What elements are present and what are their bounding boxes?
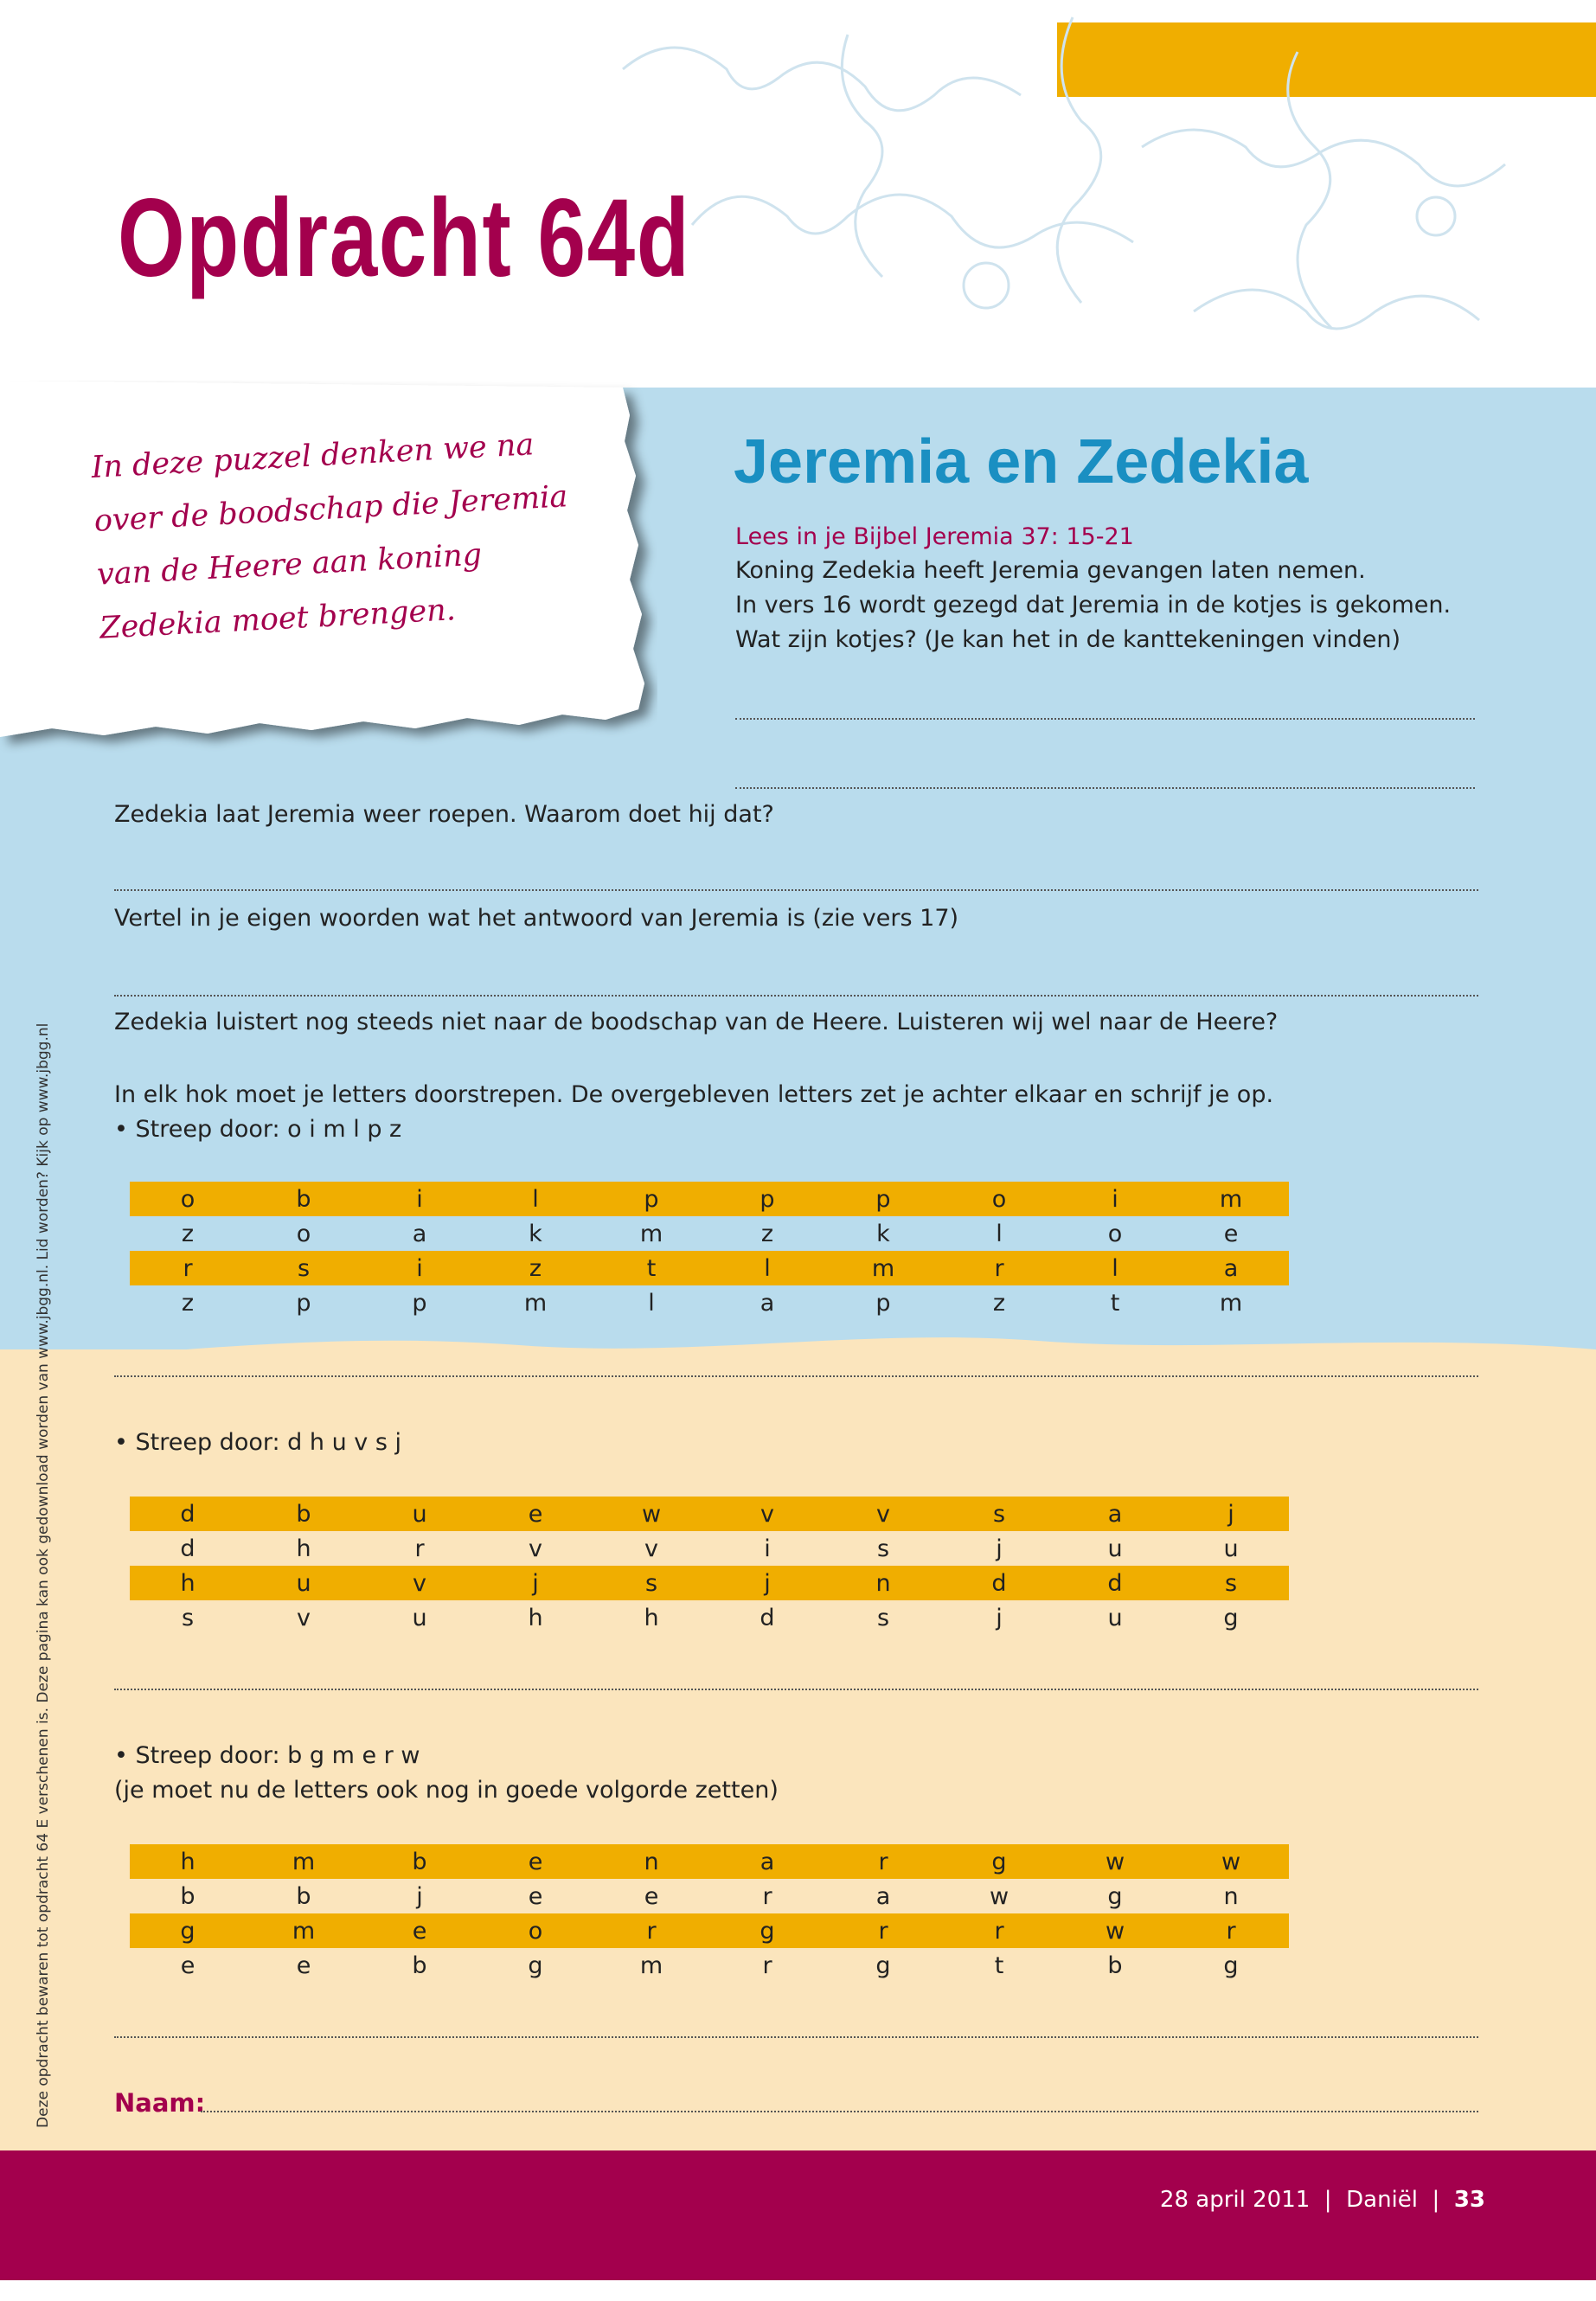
letter-cell[interactable]: z: [760, 1220, 774, 1247]
letter-cell[interactable]: k: [529, 1220, 542, 1247]
letter-cell[interactable]: a: [412, 1220, 427, 1247]
puzzle-3-note: (je moet nu de letters ook nog in goede volgorde zetten): [114, 1777, 779, 1804]
question-1: Zedekia laat Jeremia weer roepen. Waarom doet hij dat?: [114, 801, 774, 828]
question-3: Zedekia luistert nog steeds niet naar de boodschap van de Heere. Luisteren wij wel naar de Heere?: [114, 1009, 1279, 1035]
letter-cell[interactable]: h: [130, 1566, 246, 1600]
letter-cell[interactable]: m: [639, 1220, 663, 1247]
letter-cell[interactable]: t: [593, 1251, 709, 1285]
letter-cell[interactable]: j: [478, 1566, 593, 1600]
letter-cell[interactable]: u: [246, 1566, 362, 1600]
letter-cell[interactable]: b: [246, 1182, 362, 1216]
letter-cell[interactable]: e: [478, 1497, 593, 1531]
letter-cell[interactable]: v: [529, 1535, 542, 1562]
letter-cell[interactable]: g: [1107, 1882, 1123, 1910]
letter-cell[interactable]: i: [764, 1535, 771, 1562]
puzzle-1-label: • Streep door: o i m l p z: [114, 1116, 402, 1143]
page-title: Opdracht 64d: [118, 176, 691, 300]
article-line-1: Koning Zedekia heeft Jeremia gevangen laten nemen.: [735, 557, 1366, 584]
letter-cell[interactable]: l: [1057, 1251, 1173, 1285]
answer-line-kotjes-1[interactable]: [735, 718, 1475, 720]
footer-bar: [0, 2150, 1596, 2280]
letter-cell[interactable]: h: [296, 1535, 311, 1562]
letter-cell[interactable]: j: [1173, 1497, 1289, 1531]
letter-cell[interactable]: p: [296, 1289, 311, 1317]
letter-cell[interactable]: r: [414, 1535, 425, 1562]
letter-grid-3: [130, 1844, 1289, 1983]
letter-cell[interactable]: d: [760, 1604, 775, 1631]
letter-cell[interactable]: d: [130, 1497, 246, 1531]
letter-cell[interactable]: b: [412, 1952, 427, 1979]
grid-3-row-4: [130, 1948, 1289, 1983]
letter-cell[interactable]: l: [709, 1251, 825, 1285]
letter-cell[interactable]: s: [181, 1604, 195, 1631]
letter-cell[interactable]: l: [478, 1182, 593, 1216]
letter-cell[interactable]: k: [876, 1220, 890, 1247]
letter-cell[interactable]: b: [180, 1882, 195, 1910]
reading-reference: Lees in je Bijbel Jeremia 37: 15-21: [735, 523, 1134, 550]
letter-grid-2: [130, 1497, 1289, 1635]
letter-cell[interactable]: o: [296, 1220, 311, 1247]
letter-cell[interactable]: w: [989, 1882, 1010, 1910]
answer-line-puzzle-3[interactable]: [114, 2036, 1478, 2038]
letter-cell[interactable]: w: [1057, 1913, 1173, 1948]
letter-cell[interactable]: g: [941, 1844, 1057, 1879]
letter-cell[interactable]: o: [1107, 1220, 1123, 1247]
letter-cell[interactable]: z: [181, 1289, 195, 1317]
letter-cell[interactable]: a: [709, 1844, 825, 1879]
letter-cell[interactable]: z: [181, 1220, 195, 1247]
letter-cell[interactable]: g: [709, 1913, 825, 1948]
grid-1-row-2: [130, 1216, 1289, 1251]
letter-cell[interactable]: s: [246, 1251, 362, 1285]
letter-cell[interactable]: e: [296, 1952, 311, 1979]
letter-cell[interactable]: n: [1223, 1882, 1239, 1910]
letter-cell[interactable]: m: [1173, 1182, 1289, 1216]
letter-cell[interactable]: r: [941, 1251, 1057, 1285]
letter-cell[interactable]: o: [478, 1913, 593, 1948]
letter-cell[interactable]: j: [996, 1535, 1003, 1562]
page-number: 33: [1453, 2187, 1485, 2213]
letter-cell[interactable]: u: [362, 1497, 478, 1531]
letter-cell[interactable]: r: [762, 1882, 772, 1910]
article-line-2: In vers 16 wordt gezegd dat Jeremia in de kotjes is gekomen.: [735, 592, 1452, 619]
footer-info: 28 april 2011 | Daniël | 33: [1159, 2187, 1485, 2213]
letter-cell[interactable]: a: [1173, 1251, 1289, 1285]
grid-2-row-4: [130, 1600, 1289, 1635]
letter-cell[interactable]: b: [362, 1844, 478, 1879]
letter-cell[interactable]: v: [709, 1497, 825, 1531]
puzzle-pattern-decoration: [588, 0, 1596, 388]
letter-cell[interactable]: e: [478, 1844, 593, 1879]
letter-cell[interactable]: e: [528, 1882, 543, 1910]
name-input-line[interactable]: [201, 2111, 1478, 2112]
letter-cell[interactable]: d: [180, 1535, 195, 1562]
letter-cell[interactable]: j: [709, 1566, 825, 1600]
grid-1-row-3: [130, 1251, 1289, 1285]
article-line-3: Wat zijn kotjes? (Je kan het in de kanttekeningen vinden): [735, 626, 1401, 653]
letter-cell[interactable]: m: [825, 1251, 941, 1285]
puzzle-3-label: • Streep door: b g m e r w: [114, 1742, 420, 1769]
letter-cell[interactable]: v: [825, 1497, 941, 1531]
letter-cell[interactable]: g: [1223, 1952, 1239, 1979]
letter-cell[interactable]: d: [1057, 1566, 1173, 1600]
puzzle-2-label: • Streep door: d h u v s j: [114, 1429, 401, 1456]
answer-line-puzzle-2[interactable]: [114, 1689, 1478, 1690]
letter-cell[interactable]: i: [1057, 1182, 1173, 1216]
letter-cell[interactable]: r: [1173, 1913, 1289, 1948]
answer-line-q2[interactable]: [114, 995, 1478, 997]
side-info-text: Deze opdracht bewaren tot opdracht 64 E verschenen is. Deze pagina kan ook gedownload worden van www.jbgg.nl. Lid worden? Kijk op www.jbgg.nl: [35, 1022, 52, 2128]
letter-cell[interactable]: h: [644, 1604, 659, 1631]
letter-cell[interactable]: t: [1110, 1289, 1120, 1317]
letter-cell[interactable]: e: [644, 1882, 659, 1910]
letter-cell[interactable]: w: [1057, 1844, 1173, 1879]
letter-cell[interactable]: g: [528, 1952, 543, 1979]
letter-cell[interactable]: s: [941, 1497, 1057, 1531]
letter-cell[interactable]: p: [875, 1289, 891, 1317]
grid-1-row-4: [130, 1285, 1289, 1320]
letter-cell[interactable]: u: [412, 1604, 427, 1631]
puzzle-instructions: In elk hok moet je letters doorstrepen. De overgebleven letters zet je achter elkaar en schrijf je op.: [114, 1081, 1274, 1108]
article-subtitle: Jeremia en Zedekia: [734, 427, 1309, 497]
letter-cell[interactable]: r: [593, 1913, 709, 1948]
letter-cell[interactable]: s: [876, 1604, 890, 1631]
letter-cell[interactable]: r: [130, 1251, 246, 1285]
letter-cell[interactable]: u: [1107, 1535, 1123, 1562]
letter-cell[interactable]: m: [246, 1844, 362, 1879]
letter-cell[interactable]: b: [296, 1882, 311, 1910]
answer-line-puzzle-1[interactable]: [114, 1375, 1478, 1377]
letter-cell[interactable]: l: [648, 1289, 655, 1317]
intro-note: In deze puzzel denken we na over de boodschap die Jeremia van de Heere aan koning Zedekia moet brengen.: [90, 427, 569, 646]
letter-cell[interactable]: g: [1223, 1604, 1239, 1631]
answer-line-kotjes-2[interactable]: [735, 787, 1475, 789]
letter-cell[interactable]: v: [644, 1535, 658, 1562]
letter-cell[interactable]: a: [1057, 1497, 1173, 1531]
letter-cell[interactable]: g: [130, 1913, 246, 1948]
letter-cell[interactable]: b: [246, 1497, 362, 1531]
footer-publication: Daniël: [1346, 2187, 1418, 2213]
letter-cell[interactable]: p: [825, 1182, 941, 1216]
letter-cell[interactable]: n: [825, 1566, 941, 1600]
letter-cell[interactable]: h: [528, 1604, 543, 1631]
grid-3-row-3: [130, 1913, 1289, 1948]
letter-cell[interactable]: b: [1107, 1952, 1123, 1979]
letter-cell[interactable]: m: [639, 1952, 663, 1979]
name-label: Naam:: [114, 2088, 206, 2118]
grid-2-row-3: [130, 1566, 1289, 1600]
letter-cell[interactable]: p: [709, 1182, 825, 1216]
letter-cell[interactable]: n: [593, 1844, 709, 1879]
sand-edge-decoration: [0, 1315, 1596, 1393]
letter-cell[interactable]: i: [362, 1182, 478, 1216]
letter-cell[interactable]: m: [1219, 1289, 1243, 1317]
letter-cell[interactable]: r: [825, 1844, 941, 1879]
grid-3-row-1: [130, 1844, 1289, 1879]
grid-2-row-1: [130, 1497, 1289, 1531]
letter-cell[interactable]: e: [180, 1952, 195, 1979]
letter-cell[interactable]: s: [876, 1535, 890, 1562]
answer-line-q1[interactable]: [114, 889, 1478, 891]
letter-cell[interactable]: z: [478, 1251, 593, 1285]
letter-cell[interactable]: z: [992, 1289, 1006, 1317]
letter-cell[interactable]: w: [1173, 1844, 1289, 1879]
letter-cell[interactable]: m: [523, 1289, 548, 1317]
letter-cell[interactable]: i: [362, 1251, 478, 1285]
letter-cell[interactable]: m: [246, 1913, 362, 1948]
letter-cell[interactable]: j: [996, 1604, 1003, 1631]
letter-cell[interactable]: h: [130, 1844, 246, 1879]
letter-grid-1: [130, 1182, 1289, 1320]
letter-cell[interactable]: l: [996, 1220, 1003, 1247]
letter-cell[interactable]: r: [762, 1952, 772, 1979]
letter-cell[interactable]: s: [1173, 1566, 1289, 1600]
letter-cell[interactable]: p: [593, 1182, 709, 1216]
letter-cell[interactable]: o: [941, 1182, 1057, 1216]
letter-cell[interactable]: p: [412, 1289, 427, 1317]
grid-3-row-2: [130, 1879, 1289, 1913]
letter-cell[interactable]: a: [875, 1882, 891, 1910]
letter-cell[interactable]: v: [297, 1604, 311, 1631]
letter-cell[interactable]: r: [825, 1913, 941, 1948]
question-2: Vertel in je eigen woorden wat het antwoord van Jeremia is (zie vers 17): [114, 905, 959, 932]
letter-cell[interactable]: a: [760, 1289, 775, 1317]
letter-cell[interactable]: j: [416, 1882, 423, 1910]
letter-cell[interactable]: w: [593, 1497, 709, 1531]
letter-cell[interactable]: s: [593, 1566, 709, 1600]
letter-cell[interactable]: g: [875, 1952, 891, 1979]
letter-cell[interactable]: d: [941, 1566, 1057, 1600]
grid-2-row-2: [130, 1531, 1289, 1566]
letter-cell[interactable]: r: [941, 1913, 1057, 1948]
letter-cell[interactable]: e: [1223, 1220, 1239, 1247]
letter-cell[interactable]: e: [362, 1913, 478, 1948]
grid-1-row-1: [130, 1182, 1289, 1216]
letter-cell[interactable]: v: [362, 1566, 478, 1600]
letter-cell[interactable]: u: [1107, 1604, 1123, 1631]
footer-date: 28 april 2011: [1159, 2187, 1311, 2213]
letter-cell[interactable]: t: [994, 1952, 1004, 1979]
letter-cell[interactable]: o: [130, 1182, 246, 1216]
letter-cell[interactable]: u: [1223, 1535, 1239, 1562]
